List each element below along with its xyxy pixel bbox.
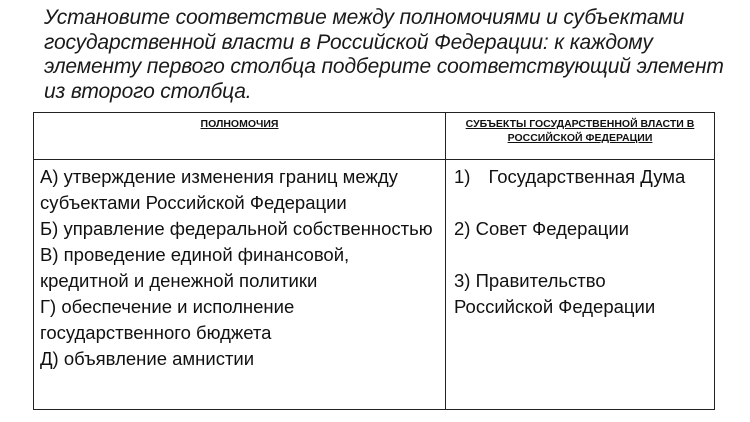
subject-name: Совет Федерации [475,218,630,239]
subject-name: Государственная Дума [488,166,686,187]
header-subjects: СУБЪЕКТЫ ГОСУДАРСТВЕННОЙ ВЛАСТИ В РОССИЙСКОЙ ФЕДЕРАЦИИ [446,113,715,160]
subject-number: 3) [454,270,471,291]
power-item-b: Б) управление федеральной собственностью [40,218,433,239]
table-header-row [34,113,715,160]
power-item-a: А) утверждение изменения границ между субъектами Российской Федерации [40,166,398,213]
powers-cell [34,160,446,410]
power-item-g: Г) обеспечение и исполнение государственного бюджета [40,296,295,343]
subject-name: Правительство Российской Федерации [454,270,656,317]
subject-item-3 [454,268,708,320]
table-body-row [34,160,715,410]
subject-item-2 [454,216,708,242]
header-powers: ПОЛНОМОЧИЯ [34,113,446,160]
subject-item-1 [454,164,708,190]
subjects-cell [446,160,715,410]
matching-table [33,112,715,410]
subject-number: 2) [454,218,471,239]
power-item-d: Д) объявление амнистии [40,348,255,369]
task-instruction: Установите соответствие между полномочиями и субъектами государственной власти в Российской Федерации: к каждому элементу первого столбца подберите соответствующий элемент из второго столбца. [44,6,724,103]
power-item-v: В) проведение единой финансовой, кредитной и денежной политики [40,244,350,291]
subject-number: 1) [454,166,471,187]
